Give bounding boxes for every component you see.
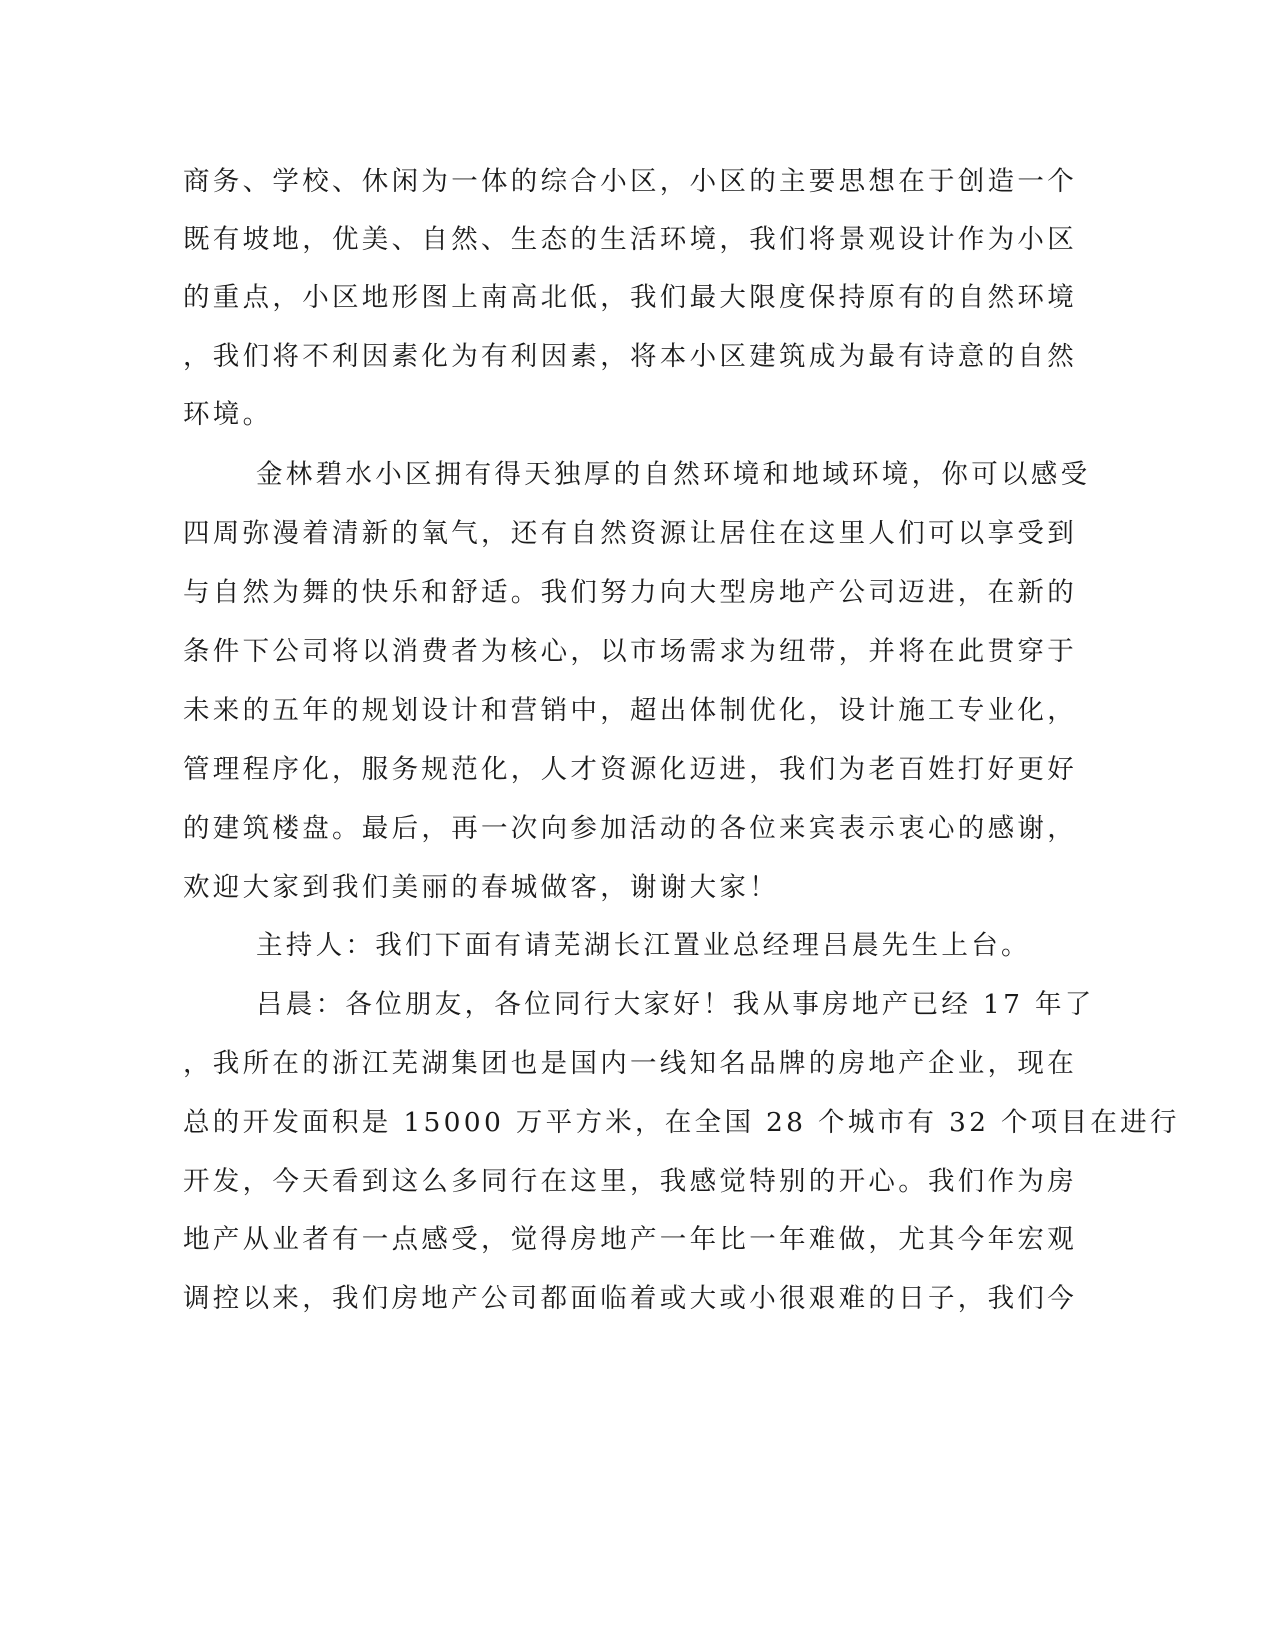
text-line: 地产从业者有一点感受，觉得房地产一年比一年难做，尤其今年宏观: [183, 1224, 1077, 1255]
text-line: 总的开发面积是 15000 万平方米，在全国 28 个城市有 32 个项目在进行: [183, 1107, 1180, 1138]
text-line: ，我们将不利因素化为有利因素，将本小区建筑成为最有诗意的自然: [183, 341, 1077, 372]
text-line: 欢迎大家到我们美丽的春城做客，谢谢大家！: [183, 872, 779, 903]
paragraph-first-line: 吕晨：各位朋友，各位同行大家好！我从事房地产已经 17 年了: [256, 989, 1095, 1020]
text-line: 既有坡地，优美、自然、生态的生活环境，我们将景观设计作为小区: [183, 224, 1077, 255]
text-line: 与自然为舞的快乐和舒适。我们努力向大型房地产公司迈进，在新的: [183, 577, 1077, 608]
text-line: 开发，今天看到这么多同行在这里，我感觉特别的开心。我们作为房: [183, 1166, 1077, 1197]
paragraph-first-line: 主持人：我们下面有请芜湖长江置业总经理吕晨先生上台。: [256, 930, 1031, 961]
text-line: ，我所在的浙江芜湖集团也是国内一线知名品牌的房地产企业，现在: [183, 1048, 1077, 1079]
text-line: 调控以来，我们房地产公司都面临着或大或小很艰难的日子，我们今: [183, 1283, 1077, 1314]
text-line: 管理程序化，服务规范化，人才资源化迈进，我们为老百姓打好更好: [183, 754, 1077, 785]
text-line: 环境。: [183, 399, 273, 430]
text-line: 四周弥漫着清新的氧气，还有自然资源让居住在这里人们可以享受到: [183, 518, 1077, 549]
text-line: 的重点，小区地形图上南高北低，我们最大限度保持原有的自然环境: [183, 282, 1077, 313]
text-line: 的建筑楼盘。最后，再一次向参加活动的各位来宾表示衷心的感谢，: [183, 813, 1077, 844]
text-line: 商务、学校、休闲为一体的综合小区，小区的主要思想在于创造一个: [183, 166, 1077, 197]
paragraph-first-line: 金林碧水小区拥有得天独厚的自然环境和地域环境，你可以感受: [256, 459, 1091, 490]
text-line: 条件下公司将以消费者为核心，以市场需求为纽带，并将在此贯穿于: [183, 636, 1077, 667]
text-line: 未来的五年的规划设计和营销中，超出体制优化，设计施工专业化，: [183, 695, 1077, 726]
